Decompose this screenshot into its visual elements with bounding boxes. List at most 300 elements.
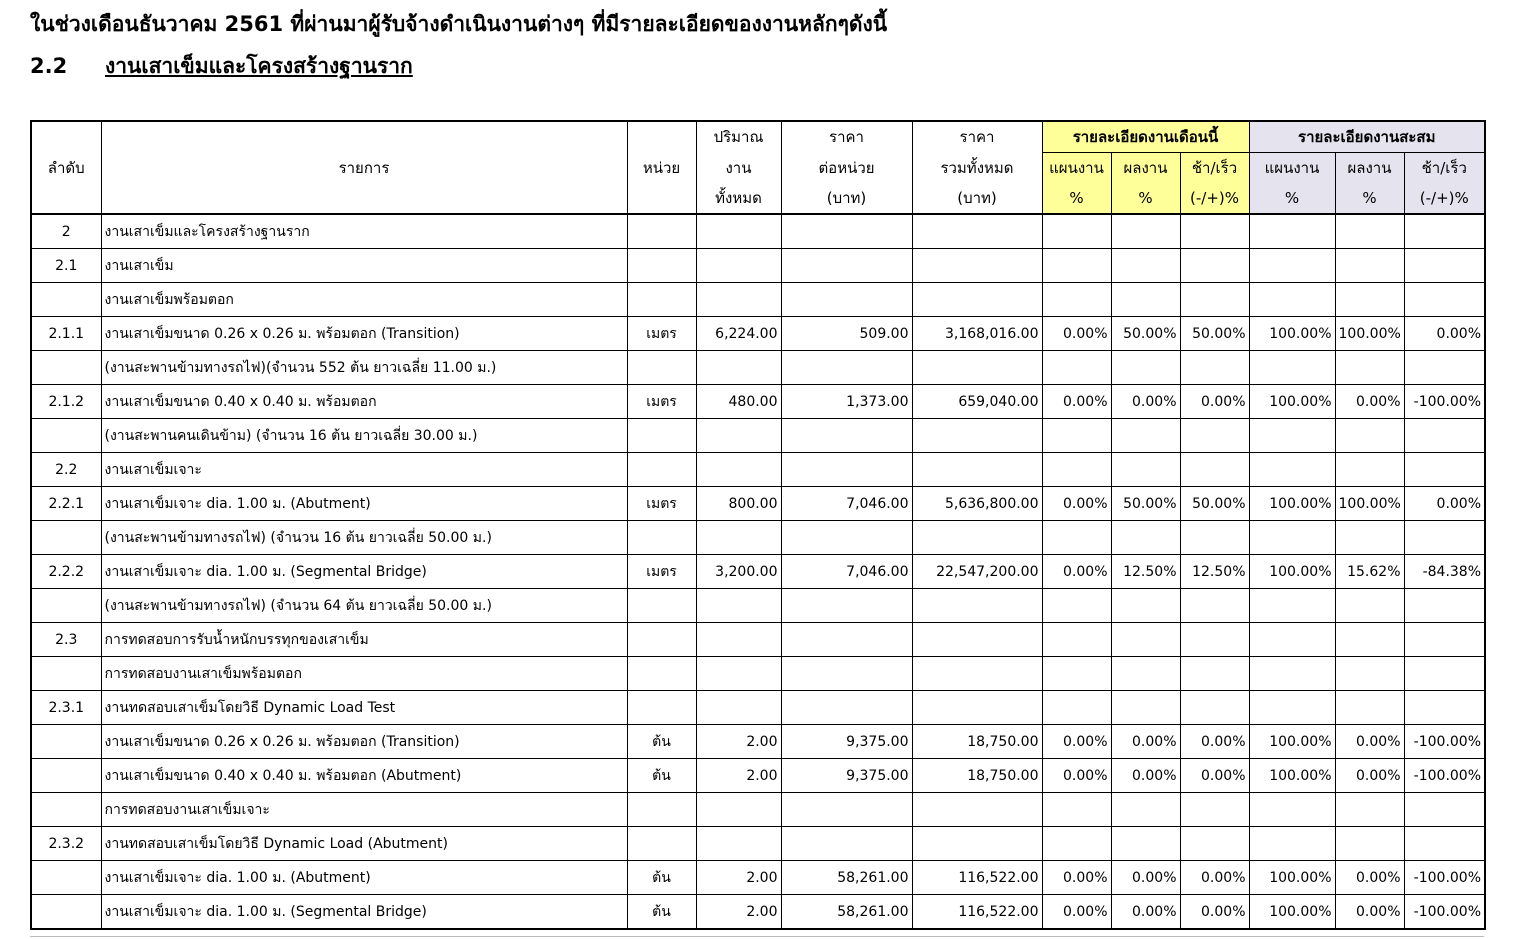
header-qty-1: ปริมาณ bbox=[696, 121, 781, 153]
row-month-plan: 0.00% bbox=[1042, 487, 1111, 521]
row-total-price bbox=[912, 657, 1042, 691]
row-number bbox=[31, 793, 101, 827]
row-number: 2 bbox=[31, 214, 101, 249]
row-unit-price bbox=[781, 827, 912, 861]
section-title bbox=[30, 50, 413, 83]
row-cum-diff: -100.00% bbox=[1404, 385, 1485, 419]
row-total-price bbox=[912, 249, 1042, 283]
row-cum-diff bbox=[1404, 793, 1485, 827]
header-cum-diff-pct: (-/+)% bbox=[1404, 183, 1485, 214]
row-cum-actual: 0.00% bbox=[1335, 861, 1404, 895]
row-unit-price bbox=[781, 691, 912, 725]
row-unit-price: 9,375.00 bbox=[781, 725, 912, 759]
header-month-plan: แผนงาน bbox=[1042, 153, 1111, 184]
row-item: การทดสอบงานเสาเข็มเจาะ bbox=[101, 793, 627, 827]
row-month-diff bbox=[1180, 283, 1249, 317]
row-unit bbox=[627, 827, 696, 861]
row-cum-diff: -100.00% bbox=[1404, 759, 1485, 793]
row-number: 2.1.1 bbox=[31, 317, 101, 351]
row-unit-price: 509.00 bbox=[781, 317, 912, 351]
row-unit-price bbox=[781, 283, 912, 317]
row-month-plan: 0.00% bbox=[1042, 317, 1111, 351]
row-month-actual: 0.00% bbox=[1111, 725, 1180, 759]
row-cum-plan: 100.00% bbox=[1249, 317, 1335, 351]
row-unit-price bbox=[781, 214, 912, 249]
row-item: งานเสาเข็มขนาด 0.40 x 0.40 ม. พร้อมตอก bbox=[101, 385, 627, 419]
table-header bbox=[31, 121, 1485, 214]
row-cum-actual: 15.62% bbox=[1335, 555, 1404, 589]
row-item: งานทดสอบเสาเข็มโดยวิธี Dynamic Load (Abutment) bbox=[101, 827, 627, 861]
row-month-plan bbox=[1042, 521, 1111, 555]
row-number bbox=[31, 725, 101, 759]
row-unit: เมตร bbox=[627, 555, 696, 589]
row-quantity: 2.00 bbox=[696, 759, 781, 793]
row-cum-plan bbox=[1249, 589, 1335, 623]
row-unit-price bbox=[781, 657, 912, 691]
row-month-plan bbox=[1042, 453, 1111, 487]
row-cum-diff bbox=[1404, 691, 1485, 725]
row-month-actual bbox=[1111, 827, 1180, 861]
header-unit-price-3: (บาท) bbox=[781, 183, 912, 214]
row-unit-price: 58,261.00 bbox=[781, 861, 912, 895]
row-item: งานเสาเข็มเจาะ dia. 1.00 ม. (Abutment) bbox=[101, 861, 627, 895]
row-quantity bbox=[696, 691, 781, 725]
row-quantity bbox=[696, 623, 781, 657]
row-month-plan: 0.00% bbox=[1042, 555, 1111, 589]
row-cum-plan bbox=[1249, 521, 1335, 555]
row-item: งานเสาเข็ม bbox=[101, 249, 627, 283]
row-cum-diff bbox=[1404, 589, 1485, 623]
row-unit bbox=[627, 657, 696, 691]
row-unit: เมตร bbox=[627, 487, 696, 521]
row-month-actual: 0.00% bbox=[1111, 385, 1180, 419]
row-month-plan bbox=[1042, 827, 1111, 861]
header-month-diff-pct: (-/+)% bbox=[1180, 183, 1249, 214]
row-cum-actual: 100.00% bbox=[1335, 487, 1404, 521]
row-total-price: 116,522.00 bbox=[912, 861, 1042, 895]
row-month-actual bbox=[1111, 521, 1180, 555]
row-cum-actual bbox=[1335, 249, 1404, 283]
row-unit: ต้น bbox=[627, 895, 696, 930]
table-row bbox=[31, 895, 1485, 930]
row-unit-price: 7,046.00 bbox=[781, 555, 912, 589]
table-row bbox=[31, 759, 1485, 793]
row-cum-diff: 0.00% bbox=[1404, 487, 1485, 521]
row-total-price bbox=[912, 827, 1042, 861]
row-cum-diff bbox=[1404, 214, 1485, 249]
row-month-diff bbox=[1180, 657, 1249, 691]
row-month-diff: 50.00% bbox=[1180, 487, 1249, 521]
table-row bbox=[31, 861, 1485, 895]
header-month-actual-pct: % bbox=[1111, 183, 1180, 214]
row-quantity: 6,224.00 bbox=[696, 317, 781, 351]
row-item: งานเสาเข็มเจาะ dia. 1.00 ม. (Segmental Bridge) bbox=[101, 895, 627, 930]
row-item: (งานสะพานข้ามทางรถไฟ) (จำนวน 16 ต้น ยาวเฉลี่ย 50.00 ม.) bbox=[101, 521, 627, 555]
row-cum-diff: -100.00% bbox=[1404, 895, 1485, 930]
row-month-actual bbox=[1111, 793, 1180, 827]
row-item: งานเสาเข็มและโครงสร้างฐานราก bbox=[101, 214, 627, 249]
row-unit: เมตร bbox=[627, 317, 696, 351]
table-row bbox=[31, 623, 1485, 657]
table-row bbox=[31, 555, 1485, 589]
table-row bbox=[31, 589, 1485, 623]
header-unit: หน่วย bbox=[627, 121, 696, 214]
table-row bbox=[31, 521, 1485, 555]
row-month-diff bbox=[1180, 521, 1249, 555]
row-quantity bbox=[696, 419, 781, 453]
row-unit bbox=[627, 249, 696, 283]
table-row bbox=[31, 351, 1485, 385]
row-cum-plan bbox=[1249, 453, 1335, 487]
row-cum-actual: 100.00% bbox=[1335, 317, 1404, 351]
row-month-plan bbox=[1042, 793, 1111, 827]
row-month-actual bbox=[1111, 419, 1180, 453]
row-month-diff: 12.50% bbox=[1180, 555, 1249, 589]
row-quantity bbox=[696, 657, 781, 691]
row-number: 2.3 bbox=[31, 623, 101, 657]
row-total-price: 659,040.00 bbox=[912, 385, 1042, 419]
row-month-diff: 0.00% bbox=[1180, 759, 1249, 793]
table-row bbox=[31, 317, 1485, 351]
row-quantity bbox=[696, 827, 781, 861]
row-month-diff: 50.00% bbox=[1180, 317, 1249, 351]
row-item: งานเสาเข็มเจาะ dia. 1.00 ม. (Segmental Bridge) bbox=[101, 555, 627, 589]
row-month-plan: 0.00% bbox=[1042, 861, 1111, 895]
row-item: งานเสาเข็มพร้อมตอก bbox=[101, 283, 627, 317]
row-month-plan: 0.00% bbox=[1042, 725, 1111, 759]
row-cum-plan: 100.00% bbox=[1249, 861, 1335, 895]
row-unit-price bbox=[781, 351, 912, 385]
row-item: งานเสาเข็มขนาด 0.26 x 0.26 ม. พร้อมตอก (Transition) bbox=[101, 725, 627, 759]
header-cum-plan-pct: % bbox=[1249, 183, 1335, 214]
row-number bbox=[31, 589, 101, 623]
row-cum-plan: 100.00% bbox=[1249, 895, 1335, 930]
row-month-diff bbox=[1180, 453, 1249, 487]
row-total-price bbox=[912, 793, 1042, 827]
row-total-price: 116,522.00 bbox=[912, 895, 1042, 930]
header-cum-actual-pct: % bbox=[1335, 183, 1404, 214]
row-month-actual: 12.50% bbox=[1111, 555, 1180, 589]
header-month-diff: ช้า/เร็ว bbox=[1180, 153, 1249, 184]
row-number: 2.2.2 bbox=[31, 555, 101, 589]
table-row bbox=[31, 385, 1485, 419]
header-cum-actual: ผลงาน bbox=[1335, 153, 1404, 184]
row-month-plan bbox=[1042, 419, 1111, 453]
row-unit-price: 7,046.00 bbox=[781, 487, 912, 521]
row-number: 2.2.1 bbox=[31, 487, 101, 521]
row-month-plan bbox=[1042, 691, 1111, 725]
row-unit bbox=[627, 623, 696, 657]
row-month-actual bbox=[1111, 589, 1180, 623]
header-month-plan-pct: % bbox=[1042, 183, 1111, 214]
row-item: งานเสาเข็มขนาด 0.26 x 0.26 ม. พร้อมตอก (Transition) bbox=[101, 317, 627, 351]
progress-table bbox=[30, 120, 1486, 930]
row-cum-actual bbox=[1335, 419, 1404, 453]
row-unit-price bbox=[781, 623, 912, 657]
row-month-plan: 0.00% bbox=[1042, 759, 1111, 793]
row-cum-diff bbox=[1404, 283, 1485, 317]
row-total-price bbox=[912, 283, 1042, 317]
table-body bbox=[31, 214, 1485, 929]
row-month-diff bbox=[1180, 691, 1249, 725]
header-cum-diff: ช้า/เร็ว bbox=[1404, 153, 1485, 184]
page-bottom-rule bbox=[30, 936, 1484, 937]
row-unit-price bbox=[781, 521, 912, 555]
row-unit-price bbox=[781, 453, 912, 487]
row-unit bbox=[627, 283, 696, 317]
row-month-diff bbox=[1180, 623, 1249, 657]
row-month-plan bbox=[1042, 657, 1111, 691]
section-number: 2.2 bbox=[30, 54, 68, 78]
row-number bbox=[31, 895, 101, 930]
row-quantity bbox=[696, 249, 781, 283]
row-cum-plan bbox=[1249, 419, 1335, 453]
row-total-price bbox=[912, 453, 1042, 487]
row-cum-actual bbox=[1335, 214, 1404, 249]
row-unit-price: 58,261.00 bbox=[781, 895, 912, 930]
header-qty-2: งาน bbox=[696, 153, 781, 184]
row-unit bbox=[627, 419, 696, 453]
row-cum-actual: 0.00% bbox=[1335, 759, 1404, 793]
row-month-diff: 0.00% bbox=[1180, 725, 1249, 759]
row-cum-actual bbox=[1335, 827, 1404, 861]
row-cum-diff bbox=[1404, 419, 1485, 453]
header-unit-price-1: ราคา bbox=[781, 121, 912, 153]
row-cum-diff bbox=[1404, 453, 1485, 487]
row-cum-plan bbox=[1249, 351, 1335, 385]
row-cum-actual bbox=[1335, 657, 1404, 691]
row-month-diff bbox=[1180, 214, 1249, 249]
row-cum-actual bbox=[1335, 351, 1404, 385]
row-cum-plan bbox=[1249, 249, 1335, 283]
row-month-actual bbox=[1111, 691, 1180, 725]
row-cum-diff: 0.00% bbox=[1404, 317, 1485, 351]
row-cum-actual bbox=[1335, 589, 1404, 623]
row-cum-plan bbox=[1249, 657, 1335, 691]
row-cum-plan: 100.00% bbox=[1249, 725, 1335, 759]
row-unit bbox=[627, 793, 696, 827]
row-month-plan: 0.00% bbox=[1042, 895, 1111, 930]
row-total-price bbox=[912, 623, 1042, 657]
row-unit-price: 9,375.00 bbox=[781, 759, 912, 793]
header-total-3: (บาท) bbox=[912, 183, 1042, 214]
header-month-group: รายละเอียดงานเดือนนี้ bbox=[1042, 121, 1249, 153]
row-cum-actual bbox=[1335, 521, 1404, 555]
row-cum-plan bbox=[1249, 214, 1335, 249]
row-total-price bbox=[912, 351, 1042, 385]
row-item: (งานสะพานข้ามทางรถไฟ) (จำนวน 64 ต้น ยาวเฉลี่ย 50.00 ม.) bbox=[101, 589, 627, 623]
row-total-price bbox=[912, 589, 1042, 623]
row-cum-plan bbox=[1249, 793, 1335, 827]
row-cum-diff bbox=[1404, 657, 1485, 691]
row-quantity: 2.00 bbox=[696, 861, 781, 895]
row-cum-actual bbox=[1335, 623, 1404, 657]
row-month-plan bbox=[1042, 249, 1111, 283]
page-heading: ในช่วงเดือนธันวาคม 2561 ที่ผ่านมาผู้รับจ้างดำเนินงานต่างๆ ที่มีรายละเอียดของงานหลักๆดังนี้ bbox=[30, 12, 888, 36]
row-unit-price: 1,373.00 bbox=[781, 385, 912, 419]
row-cum-actual: 0.00% bbox=[1335, 725, 1404, 759]
row-quantity bbox=[696, 453, 781, 487]
row-unit: ต้น bbox=[627, 759, 696, 793]
table-row bbox=[31, 249, 1485, 283]
row-number bbox=[31, 351, 101, 385]
row-quantity bbox=[696, 793, 781, 827]
row-month-plan bbox=[1042, 623, 1111, 657]
row-item: (งานสะพานคนเดินข้าม) (จำนวน 16 ต้น ยาวเฉลี่ย 30.00 ม.) bbox=[101, 419, 627, 453]
row-item: การทดสอบการรับน้ำหนักบรรทุกของเสาเข็ม bbox=[101, 623, 627, 657]
row-total-price bbox=[912, 419, 1042, 453]
row-unit-price bbox=[781, 793, 912, 827]
row-month-actual: 50.00% bbox=[1111, 487, 1180, 521]
row-month-actual: 0.00% bbox=[1111, 895, 1180, 930]
row-cum-diff: -100.00% bbox=[1404, 861, 1485, 895]
header-unit-price-2: ต่อหน่วย bbox=[781, 153, 912, 184]
row-month-actual bbox=[1111, 214, 1180, 249]
row-quantity bbox=[696, 283, 781, 317]
row-cum-plan bbox=[1249, 623, 1335, 657]
header-total-1: ราคา bbox=[912, 121, 1042, 153]
row-quantity bbox=[696, 214, 781, 249]
row-unit bbox=[627, 589, 696, 623]
row-month-actual: 0.00% bbox=[1111, 759, 1180, 793]
section-title-text: งานเสาเข็มและโครงสร้างฐานราก bbox=[105, 54, 413, 78]
row-quantity bbox=[696, 589, 781, 623]
row-total-price bbox=[912, 691, 1042, 725]
row-number bbox=[31, 283, 101, 317]
row-unit: ต้น bbox=[627, 725, 696, 759]
row-month-plan bbox=[1042, 351, 1111, 385]
row-unit: เมตร bbox=[627, 385, 696, 419]
row-month-actual bbox=[1111, 249, 1180, 283]
row-number bbox=[31, 521, 101, 555]
row-unit bbox=[627, 691, 696, 725]
row-quantity: 800.00 bbox=[696, 487, 781, 521]
row-month-actual bbox=[1111, 351, 1180, 385]
header-total-2: รวมทั้งหมด bbox=[912, 153, 1042, 184]
row-cum-plan: 100.00% bbox=[1249, 385, 1335, 419]
row-total-price bbox=[912, 214, 1042, 249]
row-total-price: 5,636,800.00 bbox=[912, 487, 1042, 521]
row-cum-diff bbox=[1404, 351, 1485, 385]
row-number: 2.3.2 bbox=[31, 827, 101, 861]
row-number: 2.1.2 bbox=[31, 385, 101, 419]
row-cum-plan: 100.00% bbox=[1249, 487, 1335, 521]
row-month-plan bbox=[1042, 589, 1111, 623]
row-total-price: 22,547,200.00 bbox=[912, 555, 1042, 589]
row-cum-diff bbox=[1404, 827, 1485, 861]
header-qty-3: ทั้งหมด bbox=[696, 183, 781, 214]
header-month-actual: ผลงาน bbox=[1111, 153, 1180, 184]
row-item: งานเสาเข็มเจาะ bbox=[101, 453, 627, 487]
row-cum-diff: -84.38% bbox=[1404, 555, 1485, 589]
table-row bbox=[31, 725, 1485, 759]
row-cum-actual: 0.00% bbox=[1335, 895, 1404, 930]
row-number: 2.2 bbox=[31, 453, 101, 487]
row-cum-actual: 0.00% bbox=[1335, 385, 1404, 419]
table-row bbox=[31, 487, 1485, 521]
row-cum-plan: 100.00% bbox=[1249, 555, 1335, 589]
row-quantity: 2.00 bbox=[696, 895, 781, 930]
row-number: 2.1 bbox=[31, 249, 101, 283]
row-item: งานเสาเข็มเจาะ dia. 1.00 ม. (Abutment) bbox=[101, 487, 627, 521]
header-item: รายการ bbox=[101, 121, 627, 214]
row-month-diff: 0.00% bbox=[1180, 861, 1249, 895]
row-cum-diff bbox=[1404, 521, 1485, 555]
row-month-diff bbox=[1180, 419, 1249, 453]
row-month-diff: 0.00% bbox=[1180, 385, 1249, 419]
row-unit bbox=[627, 214, 696, 249]
row-number bbox=[31, 657, 101, 691]
row-month-diff bbox=[1180, 793, 1249, 827]
header-no: ลำดับ bbox=[31, 121, 101, 214]
row-month-actual: 0.00% bbox=[1111, 861, 1180, 895]
table-row bbox=[31, 691, 1485, 725]
row-cum-actual bbox=[1335, 453, 1404, 487]
row-month-actual bbox=[1111, 623, 1180, 657]
row-item: (งานสะพานข้ามทางรถไฟ)(จำนวน 552 ต้น ยาวเฉลี่ย 11.00 ม.) bbox=[101, 351, 627, 385]
table-row bbox=[31, 793, 1485, 827]
row-cum-diff bbox=[1404, 623, 1485, 657]
row-unit-price bbox=[781, 589, 912, 623]
row-quantity bbox=[696, 521, 781, 555]
row-month-actual bbox=[1111, 283, 1180, 317]
table-row bbox=[31, 283, 1485, 317]
table-row bbox=[31, 827, 1485, 861]
row-item: การทดสอบงานเสาเข็มพร้อมตอก bbox=[101, 657, 627, 691]
row-cum-plan bbox=[1249, 283, 1335, 317]
row-month-actual: 50.00% bbox=[1111, 317, 1180, 351]
row-cum-actual bbox=[1335, 793, 1404, 827]
header-cumulative-group: รายละเอียดงานสะสม bbox=[1249, 121, 1485, 153]
row-total-price bbox=[912, 521, 1042, 555]
row-month-diff: 0.00% bbox=[1180, 895, 1249, 930]
row-quantity: 2.00 bbox=[696, 725, 781, 759]
row-unit-price bbox=[781, 419, 912, 453]
row-number: 2.3.1 bbox=[31, 691, 101, 725]
row-unit-price bbox=[781, 249, 912, 283]
row-cum-actual bbox=[1335, 283, 1404, 317]
row-cum-diff bbox=[1404, 249, 1485, 283]
row-cum-actual bbox=[1335, 691, 1404, 725]
row-number bbox=[31, 419, 101, 453]
row-total-price: 18,750.00 bbox=[912, 759, 1042, 793]
row-item: งานทดสอบเสาเข็มโดยวิธี Dynamic Load Test bbox=[101, 691, 627, 725]
row-month-diff bbox=[1180, 249, 1249, 283]
row-unit bbox=[627, 453, 696, 487]
row-cum-plan bbox=[1249, 691, 1335, 725]
row-cum-plan: 100.00% bbox=[1249, 759, 1335, 793]
row-total-price: 18,750.00 bbox=[912, 725, 1042, 759]
row-unit: ต้น bbox=[627, 861, 696, 895]
row-quantity: 3,200.00 bbox=[696, 555, 781, 589]
row-month-plan bbox=[1042, 283, 1111, 317]
row-month-plan bbox=[1042, 214, 1111, 249]
row-month-actual bbox=[1111, 453, 1180, 487]
table-row bbox=[31, 657, 1485, 691]
row-number bbox=[31, 861, 101, 895]
row-month-actual bbox=[1111, 657, 1180, 691]
row-total-price: 3,168,016.00 bbox=[912, 317, 1042, 351]
row-cum-plan bbox=[1249, 827, 1335, 861]
row-month-diff bbox=[1180, 827, 1249, 861]
header-cum-plan: แผนงาน bbox=[1249, 153, 1335, 184]
row-quantity bbox=[696, 351, 781, 385]
row-quantity: 480.00 bbox=[696, 385, 781, 419]
table-row bbox=[31, 419, 1485, 453]
row-cum-diff: -100.00% bbox=[1404, 725, 1485, 759]
table-row bbox=[31, 453, 1485, 487]
row-unit bbox=[627, 521, 696, 555]
